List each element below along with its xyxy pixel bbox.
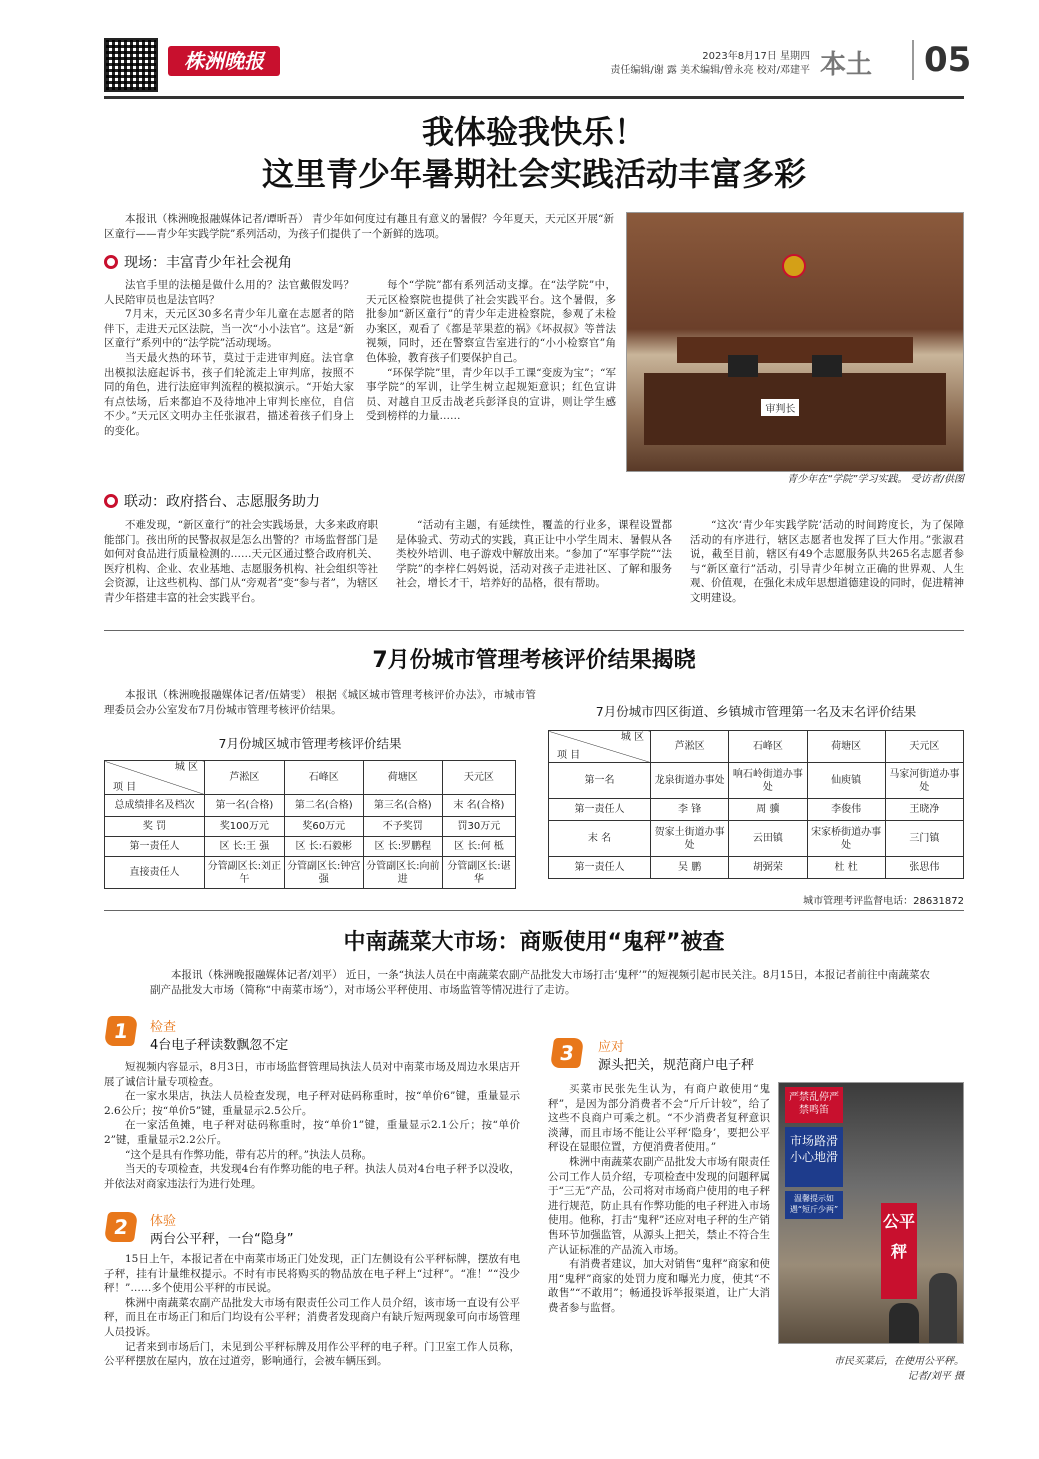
section-1-badge: 1 [104, 1016, 138, 1046]
table2-corner: 城 区 项 目 [549, 731, 651, 763]
article3-section1-text: 短视频内容显示，8月3日，市市场监督管理局执法人员对中南菜市场及周边水果店开展了诚信计量专项检查。 在一家水果店，执法人员检查发现，电子秤对砝码称重时，按“单价6”键，重量显示2.6公斤；按“单价5”键，重量显示2.5公斤。 在一家活鱼摊，电子秤对砝码称重时，按“单价1”键，重量显示2.1公斤；按“单价2”键，重量显示2.2公斤。 “这个是具有作弊功能，带有芯片的秤。”执法人员称。 当天的专项检查，共发现4台有作弊功能的电子秤。执法人员对4台电子秤予以没收，并依法对商家违法行为进行处理。 [104, 1061, 520, 1190]
national-emblem-icon [782, 254, 806, 278]
article2-lead: 本报讯（株洲晚报融媒体记者/伍婧雯） 根据《城区城市管理考核评价办法》，市城市管理委员会办公室发布7月份城市管理考核评价结果。 [104, 689, 536, 716]
article3-section3-text: 买菜市民张先生认为，有商户敢使用“鬼秤”，是因为部分消费者不会“斤斤计较”，给了这些不良商户可乘之机。“不少消费者复秤意识淡薄，而且市场不能让公平秤‘隐身’，要把公平秤设在显眼位置，方便消费者使用。” 株洲中南蔬菜农副产品批发大市场有限责任公司工作人员介绍，专项检查中发现的问题秤属于“三无”产品，公司将对市场商户使用的电子秤进行规范，防止具有作弊功能的电子秤进入市场使用。他称，打击“鬼秤”还应对电子秤的生产销售环节加强监管，从源头上把关，禁止不符合生产认证标准的产品流入市场。 有消费者建议，加大对销售“鬼秤”商家和使用“鬼秤”商家的处罚力度和曝光力度，使其“不敢售”“不敢用”；畅通投诉举报渠道，让广大消费者参与监督。 [548, 1083, 770, 1314]
masthead-rule [104, 96, 964, 99]
bullet-ring-icon [104, 255, 118, 269]
market-photo-caption: 市民买菜后，在使用公平秤。 记者/刘平 摄 [834, 1356, 964, 1382]
table-row: 第一责任人 吴 鹏 胡弼荣 杜 杜 张思伟 [549, 857, 964, 879]
hotline: 城市管理考评监督电话：28631872 [803, 896, 964, 907]
section-3-subtitle: 源头把关，规范商户电子秤 [598, 1058, 755, 1073]
qr-code [104, 38, 158, 92]
table-row: 第一责任人 区 长:王 强 区 长:石毅彬 区 长:罗鹏程 区 长:何 柢 [105, 837, 516, 857]
article1-lead: 本报讯（株洲晚报融媒体记者/谭昕吾） 青少年如何度过有趣且有意义的暑假？今年夏天，天元区开展“新区童行——青少年实践学院”系列活动，为孩子们提供了一个新鲜的选项。 [104, 213, 614, 240]
table2-header: 荷塘区 [807, 731, 885, 763]
courtroom-nameplate: 审判长 [761, 399, 799, 416]
article1-col2: 每个“学院”都有系列活动支撑。在“法学院”中，天元区检察院也提供了社会实践平台。这个暑假，多批参加“新区童行”的青少年走进检察院，参观了未检办案区，观看了《都是苹果惹的祸》《坏叔叔》等普法视频，同时，还在警察宣告室进行的“小小检察官”角色体验，教育孩子们要保护自己。 “环保学院”里，青少年以手工课“变废为宝”；“军事学院”的军训，让学生树立起规矩意识；红色宣讲员、对越自卫反击战老兵彭泽良的宣讲，则让学生感受到榜样的力量…… [366, 279, 616, 423]
section-2-subtitle: 两台公平秤，一台“隐身” [150, 1232, 294, 1247]
divider-2 [104, 910, 964, 911]
table-row: 直接责任人 分管副区长:刘正午 分管副区长:钟宫强 分管副区长:向前进 分管副区长:谌 华 [105, 857, 516, 889]
table1-header: 天元区 [442, 761, 515, 795]
divider-1 [104, 630, 964, 631]
section-2-badge: 2 [104, 1212, 138, 1242]
newspaper-logo: 株洲晚报 [168, 46, 280, 76]
section-3-label: 应对 [598, 1040, 625, 1055]
table-row: 奖 罚 奖100万元 奖60万元 不予奖罚 罚30万元 [105, 817, 516, 837]
table1-header: 荷塘区 [363, 761, 442, 795]
section-3-badge: 3 [550, 1038, 584, 1068]
article1-col5: “这次‘青少年实践学院’活动的时间跨度长，为了保障活动的有序进行，辖区志愿者也发挥了巨大作用。”张淑君说，截至目前，辖区有49个志愿服务队共265名志愿者参与“新区童行”活动，引导青少年树立正确的世界观、人生观、价值观，在强化未成年思想道德建设的同时，促进精神文明建设。 [690, 519, 964, 604]
article3-title: 中南蔬菜大市场：商贩使用“鬼秤”被查 [343, 930, 725, 955]
section-1-label: 检查 [150, 1020, 177, 1035]
market-sign-slippery: 市场路滑小心地滑 [785, 1127, 843, 1187]
market-sign-notice: 温馨提示如遇“短斤少两” [785, 1191, 843, 1219]
bullet-ring-icon [104, 494, 118, 508]
article3-lead: 本报讯（株洲晚报融媒体记者/刘平） 近日，一条“执法人员在中南蔬菜农副产品批发大市场打击‘鬼秤’”的短视频引起市民关注。8月15日，本报记者前往中南蔬菜农副产品批发大市场（简称“中南菜市场”），对市场公平秤使用、市场监管等情况进行了走访。 [150, 969, 930, 996]
shopper-figure [929, 1273, 957, 1343]
issue-date: 2023年8月17日 星期四 [702, 51, 810, 62]
table-row: 第一名 龙泉街道办事处 响石岭街道办事处 仙庾镇 马家河街道办事处 [549, 763, 964, 799]
article1-subhead-1: 现场：丰富青少年社会视角 [104, 252, 292, 272]
market-photo [778, 1082, 964, 1344]
market-sign-no-parking: 严禁乱停严禁鸣笛 [785, 1087, 843, 1123]
editors-line: 责任编辑/谢 露 美术编辑/曾永亮 校对/邓建平 [610, 65, 810, 76]
table1-header: 芦淞区 [205, 761, 285, 795]
article2-title: 7月份城市管理考核评价结果揭晓 [372, 648, 696, 673]
table2 [548, 730, 964, 879]
table2-title: 7月份城市四区街道、乡镇城市管理第一名及末名评价结果 [595, 704, 917, 719]
article1-title-line2: 这里青少年暑期社会实践活动丰富多彩 [261, 155, 806, 193]
table1-title: 7月份城区城市管理考核评价结果 [218, 736, 402, 751]
section-2-label: 体验 [150, 1214, 177, 1229]
article1-col3: 不难发现，“新区童行”的社会实践场景，大多来政府职能部门。孩出所的民警叔叔是怎么出警的？市场监督部门是如何对食品进行质量检测的……天元区通过整合政府机关、医疗机构、企业、农业基地、志愿服务机构、社会组织等社会资源，让这些机构、部门从“旁观者”变“参与者”，为辖区青少年搭建丰富的社会实践平台。 [104, 519, 378, 604]
article1-subhead-2: 联动：政府搭台、志愿服务助力 [104, 491, 320, 511]
section-name: 本土 [820, 50, 873, 80]
courtroom-photo-caption: 青少年在“学院”学习实践。 受访者/供图 [787, 474, 964, 485]
table-row: 总成绩排名及档次 第一名(合格) 第二名(合格) 第三名(合格) 末 名(合格) [105, 795, 516, 817]
table1 [104, 760, 516, 889]
table2-header: 芦淞区 [651, 731, 729, 763]
fair-scale-sign: 公平秤 [881, 1203, 917, 1299]
table1-corner: 城 区 项 目 [105, 761, 205, 795]
article1-title-line1: 我体验我快乐！ [421, 113, 646, 151]
page-number: 05 [912, 40, 971, 80]
article3-section2-text: 15日上午，本报记者在中南菜市场正门处发现，正门左侧设有公平秤标牌，摆放有电子秤，挂有计量维权提示。不时有市民将购买的物品放在电子秤上“过秤”。“准！”“没少秤！”……多个使用公平秤的市民说。 株洲中南蔬菜农副产品批发大市场有限责任公司工作人员介绍，该市场一直设有公平秤，而且在市场正门和后门均设有公平秤；消费者发现商户有缺斤短两现象可向市场管理人员投诉。 记者来到市场后门，未见到公平秤标牌及用作公平秤的电子秤。门卫室工作人员称，公平秤摆放在屋内，放在过道旁，影响通行，会被车辆压到。 [104, 1253, 520, 1368]
table-row: 末 名 贺家土街道办事处 云田镇 宋家桥街道办事处 三门镇 [549, 821, 964, 857]
shopper-figure [889, 1303, 919, 1343]
table2-header: 石峰区 [729, 731, 807, 763]
table2-header: 天元区 [885, 731, 963, 763]
courtroom-photo [626, 212, 964, 472]
issue-meta [560, 50, 810, 78]
article1-col1: 法官手里的法槌是做什么用的？法官戴假发吗？人民陪审员也是法官吗？ 7月末，天元区30多名青少年儿童在志愿者的陪伴下，走进天元区法院，当一次“小小法官”。这是“新区童行”系列中的“法学院”活动现场。 当天最火热的环节，莫过于走进审判庭。法官拿出模拟法庭起诉书，孩子们轮流走上审判席，按照不同的角色，进行法庭审判流程的模拟演示。“开始大家有点怯场，后来都迫不及待地冲上审判长座位，自信不少。”天元区文明办主任张淑君，描述着孩子们身上的变化。 [104, 279, 354, 437]
section-1-subtitle: 4台电子秤读数飘忽不定 [150, 1038, 289, 1053]
table1-header: 石峰区 [284, 761, 363, 795]
article1-col4: “活动有主题，有延续性，覆盖的行业多，课程设置都是体验式、劳动式的实践，真正让中小学生周末、暑假从各类校外培训、电子游戏中解放出来。“参加了“军事学院”“法学院”的李梓仁妈妈说，活动对孩子走进社区、了解和服务社会，增长才干，培养好的品格，很有帮助。 [396, 519, 672, 590]
table-row: 第一责任人 李 锋 周 骥 李俊伟 王晓净 [549, 799, 964, 821]
